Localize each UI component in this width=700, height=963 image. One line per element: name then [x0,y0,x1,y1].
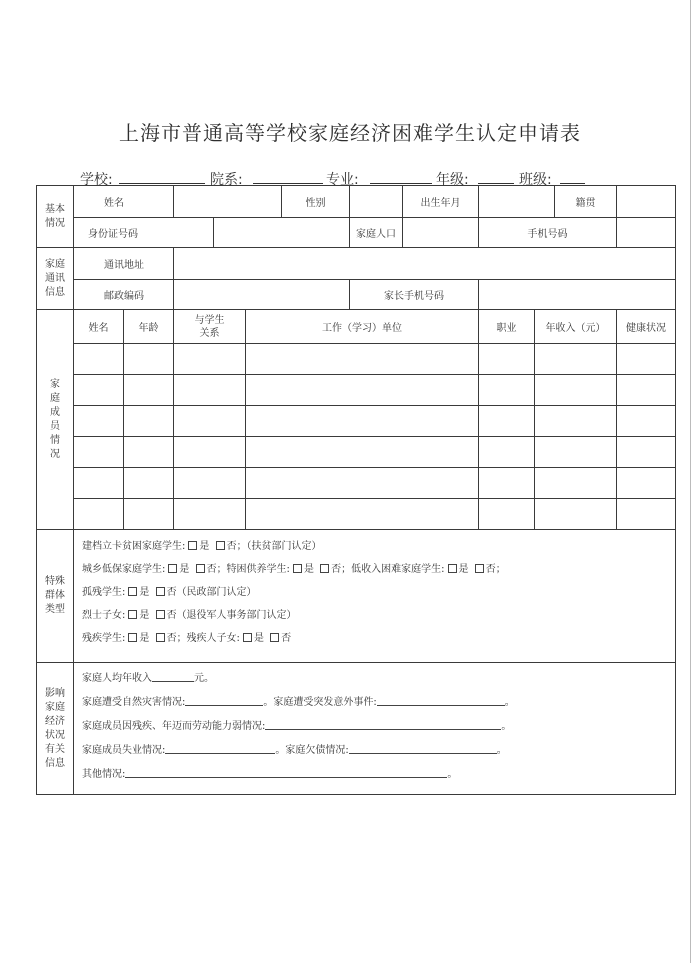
other-blank[interactable] [125,768,447,778]
checkbox[interactable] [293,564,302,573]
postcode-label: 邮政编码 [74,280,174,310]
special-section-label: 特殊 群体 类型 [37,530,74,663]
family-cell[interactable] [124,499,174,530]
checkbox[interactable] [128,633,137,642]
family-cell[interactable] [174,375,246,406]
family-section-label: 家 庭 成 员 情 况 [37,310,74,530]
grade-label: 年级: [436,172,469,188]
special-line-disabled: 残疾学生: 是 否；残疾人子女: 是 否 [82,633,292,644]
checkbox[interactable] [156,633,165,642]
household-size-field[interactable] [403,218,479,248]
family-row [37,375,676,406]
checkbox[interactable] [243,633,252,642]
checkbox[interactable] [156,610,165,619]
family-cell[interactable] [74,344,124,375]
family-cell[interactable] [246,344,479,375]
disaster-blank[interactable] [185,696,263,706]
special-line-lowincome: 城乡低保家庭学生: 是 否；特困供养学生: 是 否；低收入困难家庭学生: 是 否； [82,564,506,575]
checkbox[interactable] [475,564,484,573]
family-cell[interactable] [74,406,124,437]
factor-line-disaster: 家庭遭受自然灾害情况: 。家庭遭受突发意外事件: 。 [82,697,515,708]
family-cell[interactable] [617,344,676,375]
family-cell[interactable] [246,375,479,406]
family-cell[interactable] [535,437,617,468]
special-line-orphan: 孤残学生: 是 否（民政部门认定） [82,587,257,598]
family-row [37,344,676,375]
family-cell[interactable] [617,437,676,468]
address-field[interactable] [174,248,676,280]
family-cell[interactable] [479,344,535,375]
family-cell[interactable] [74,437,124,468]
family-col-age: 年龄 [124,310,174,344]
application-form-table [36,185,676,795]
family-cell[interactable] [174,499,246,530]
accident-blank[interactable] [377,696,505,706]
name-label: 姓名 [74,186,174,218]
family-cell[interactable] [535,468,617,499]
debt-blank[interactable] [349,744,497,754]
school-label: 学校: [80,172,113,188]
family-cell[interactable] [124,406,174,437]
family-cell[interactable] [617,375,676,406]
basic-section-label: 基本 情况 [37,186,74,248]
checkbox[interactable] [128,587,137,596]
family-col-health: 健康状况 [617,310,676,344]
household-size-label: 家庭人口 [350,218,403,248]
family-cell[interactable] [535,344,617,375]
family-cell[interactable] [74,499,124,530]
income-blank[interactable] [152,672,194,682]
family-cell[interactable] [479,406,535,437]
family-col-relation: 与学生 关系 [174,310,246,344]
family-cell[interactable] [246,437,479,468]
family-row [37,406,676,437]
birth-label: 出生年月 [403,186,479,218]
department-blank[interactable] [253,183,323,184]
checkbox[interactable] [448,564,457,573]
family-cell[interactable] [246,468,479,499]
family-cell[interactable] [479,468,535,499]
factor-line-unemployment: 家庭成员失业情况: 。家庭欠债情况: 。 [82,745,507,756]
disability-blank[interactable] [265,720,501,730]
unemployment-blank[interactable] [165,744,275,754]
id-number-field[interactable] [214,218,350,248]
family-cell[interactable] [74,375,124,406]
checkbox[interactable] [196,564,205,573]
parent-mobile-field[interactable] [479,280,676,310]
family-row [37,499,676,530]
family-cell[interactable] [479,437,535,468]
name-field[interactable] [174,186,282,218]
family-cell[interactable] [535,499,617,530]
family-cell[interactable] [174,468,246,499]
gender-label: 性别 [282,186,350,218]
factor-line-other: 其他情况: 。 [82,769,458,780]
major-blank[interactable] [370,183,432,184]
family-cell[interactable] [617,468,676,499]
major-label: 专业: [326,172,359,188]
special-groups-block [74,530,676,663]
family-col-income: 年收入（元） [535,310,617,344]
special-line-martyr: 烈士子女: 是 否（退役军人事务部门认定） [82,610,297,621]
family-col-occupation: 职业 [479,310,535,344]
mobile-label: 手机号码 [479,218,617,248]
family-cell[interactable] [124,437,174,468]
family-cell[interactable] [479,375,535,406]
school-blank[interactable] [119,183,205,184]
special-line-poverty: 建档立卡贫困家庭学生: 是 否；（扶贫部门认定） [82,541,322,552]
family-cell[interactable] [246,499,479,530]
grade-blank[interactable] [478,183,514,184]
family-cell[interactable] [174,344,246,375]
parent-mobile-label: 家长手机号码 [350,280,479,310]
checkbox[interactable] [188,541,197,550]
form-title: 上海市普通高等学校家庭经济困难学生认定申请表 [119,121,581,145]
family-cell[interactable] [174,406,246,437]
birth-field[interactable] [479,186,555,218]
family-col-name: 姓名 [74,310,124,344]
gender-field[interactable] [350,186,403,218]
class-blank[interactable] [560,183,585,184]
factors-section-label: 影响 家庭 经济 状况 有关 信息 [37,663,74,795]
contact-section-label: 家庭 通讯 信息 [37,248,74,310]
family-cell[interactable] [535,406,617,437]
checkbox[interactable] [320,564,329,573]
origin-label: 籍贯 [555,186,617,218]
department-label: 院系: [210,172,243,188]
checkbox[interactable] [168,564,177,573]
family-cell[interactable] [535,375,617,406]
family-cell[interactable] [124,344,174,375]
class-label: 班级: [519,172,552,188]
family-row [37,468,676,499]
family-cell[interactable] [246,406,479,437]
checkbox[interactable] [270,633,279,642]
address-label: 通讯地址 [74,248,174,280]
family-cell[interactable] [174,437,246,468]
factors-block [74,663,676,795]
factor-line-income: 家庭人均年收入 元。 [82,673,214,684]
family-cell[interactable] [479,499,535,530]
family-cell[interactable] [617,499,676,530]
factor-line-disability: 家庭成员因残疾、年迈而劳动能力弱情况: 。 [82,721,512,732]
family-cell[interactable] [74,468,124,499]
id-number-label: 身份证号码 [74,218,214,248]
checkbox[interactable] [156,587,165,596]
family-cell[interactable] [124,375,174,406]
family-col-workplace: 工作（学习）单位 [246,310,479,344]
mobile-field[interactable] [617,218,676,248]
family-cell[interactable] [617,406,676,437]
checkbox[interactable] [128,610,137,619]
family-cell[interactable] [124,468,174,499]
family-row [37,437,676,468]
checkbox[interactable] [216,541,225,550]
origin-field[interactable] [617,186,676,218]
postcode-field[interactable] [174,280,350,310]
